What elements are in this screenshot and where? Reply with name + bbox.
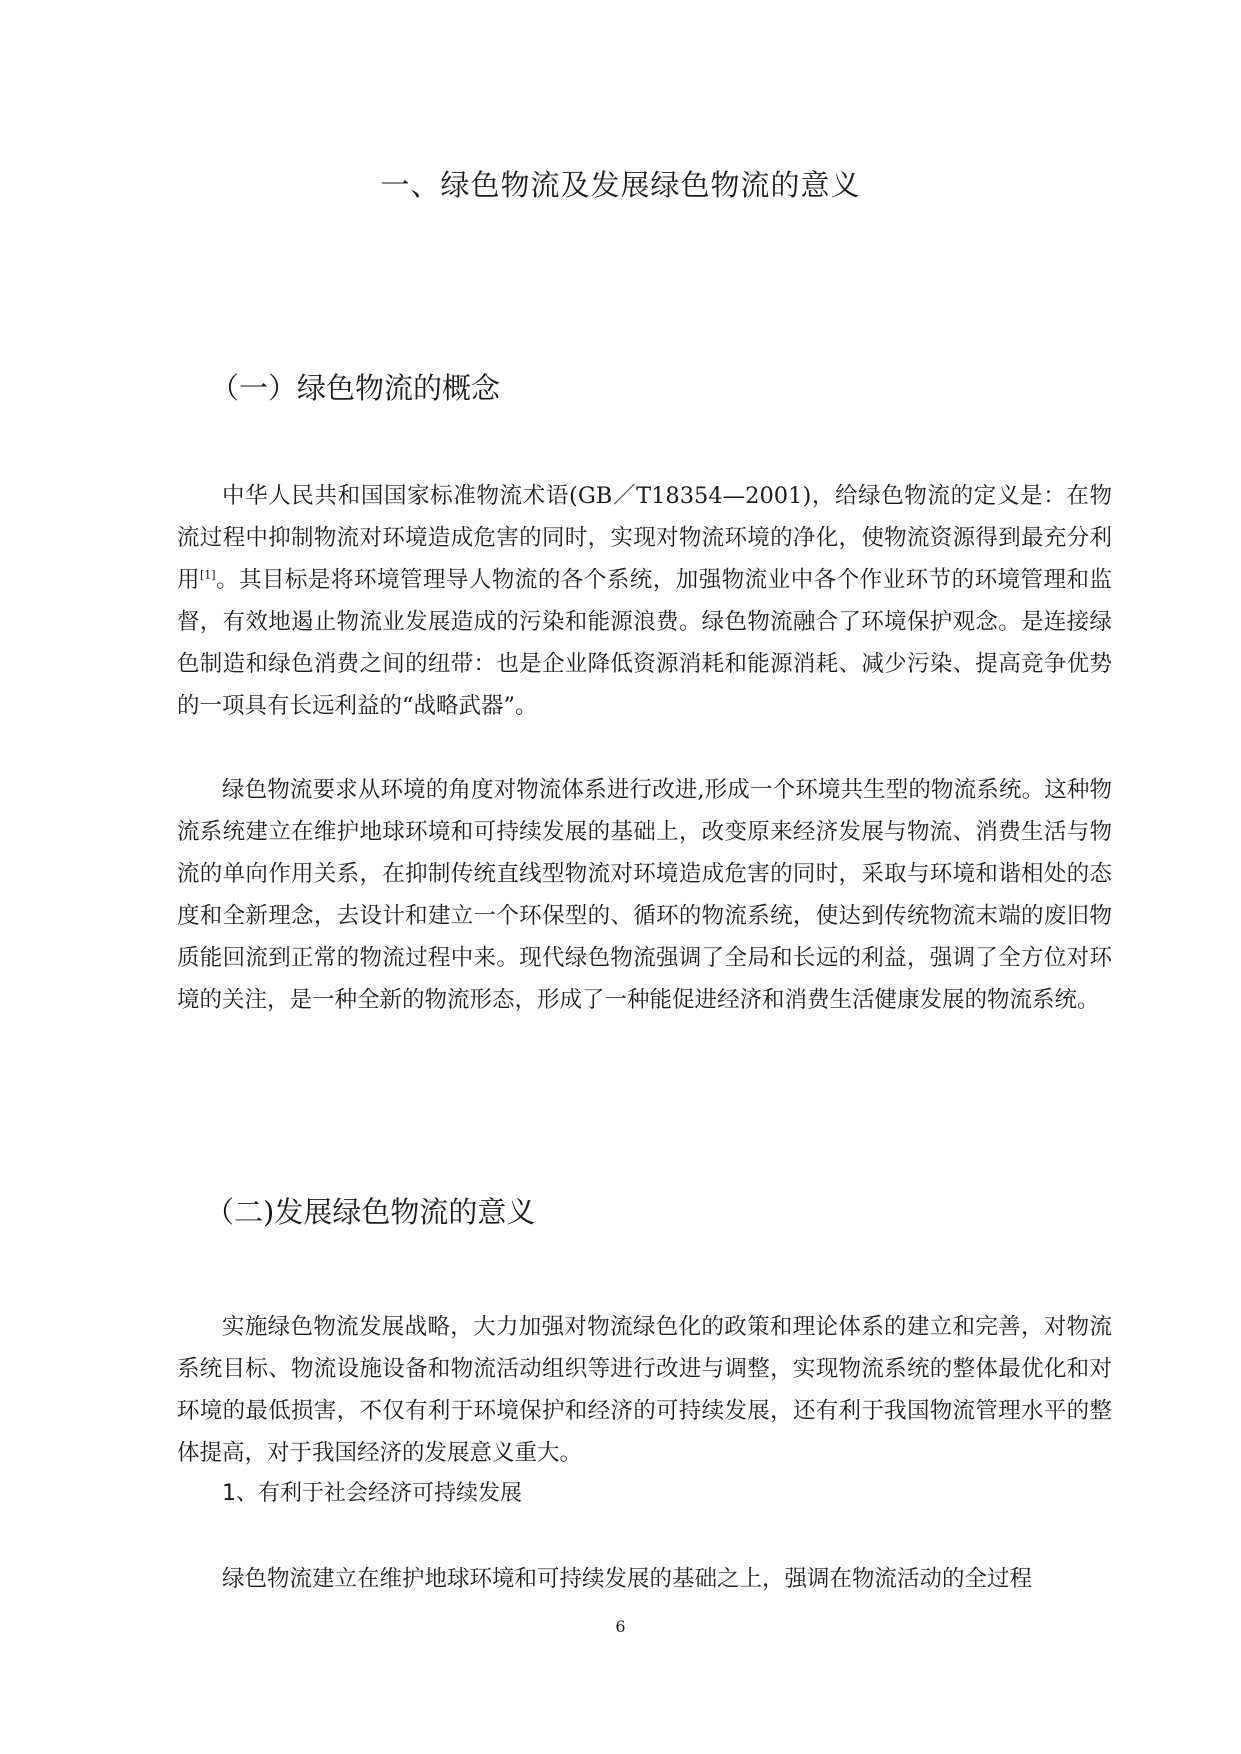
- section-title-significance: （二)发展绿色物流的意义: [205, 1195, 536, 1229]
- citation-ref: [1]: [200, 568, 216, 582]
- paragraph-requirements: 绿色物流要求从环境的角度对物流体系进行改进,形成一个环境共生型的物流系统。这种物流系统建立在维护地球环境和可持续发展的基础上，改变原来经济发展与物流、消费生活与物流的单向作用关系，在抑制传统直线型物流对环境造成危害的同时，采取与环境和谐相处的态度和全新理念，去设计和建立一个环保型的、循环的物流系统，使达到传统物流末端的废旧物质能回流到正常的物流过程中来。现代绿色物流强调了全局和长远的利益，强调了全方位对环境的关注，是一种全新的物流形态，形成了一种能促进经济和消费生活健康发展的物流系统。: [177, 777, 1112, 1013]
- paragraph-sustainable-development: 绿色物流建立在维护地球环境和可持续发展的基础之上，强调在物流活动的全过程: [222, 1566, 1033, 1592]
- page-number: 6: [615, 1617, 626, 1636]
- paragraph-strategy: 实施绿色物流发展战略，大力加强对物流绿色化的政策和理论体系的建立和完善，对物流系统目标、物流设施设备和物流活动组织等进行改进与调整，实现物流系统的整体最优化和对环境的最低损害，不仅有利于环境保护和经济的可持续发展，还有利于我国物流管理水平的整体提高，对于我国经济的发展意义重大。: [177, 1314, 1112, 1466]
- chapter-title: 一、绿色物流及发展绿色物流的意义: [380, 168, 861, 202]
- paragraph-definition-text-a: 中华人民共和国国家标准物流术语(GB／T18354—2001)，给绿色物流的定义是：在物流过程中抑制物流对环境造成危害的同时，实现对物流环境的净化，使物流资源得到最充分利用: [177, 483, 1112, 593]
- paragraph-definition: [177, 475, 1112, 727]
- paragraph-definition-text-b: 。其目标是将环境管理导人物流的各个系统，加强物流业中各个作业环节的环境管理和监督，有效地遏止物流业发展造成的污染和能源浪费。绿色物流融合了环境保护观念。是连接绿色制造和绿色消费之间的纽带：也是企业降低资源消耗和能源消耗、减少污染、提高竞争优势的一项具有长远利益的“战略武器”。: [177, 567, 1112, 719]
- section-title-concept: （一）绿色物流的概念: [210, 371, 501, 405]
- subheading-sustainable-development: 1、有利于社会经济可持续发展: [222, 1481, 522, 1506]
